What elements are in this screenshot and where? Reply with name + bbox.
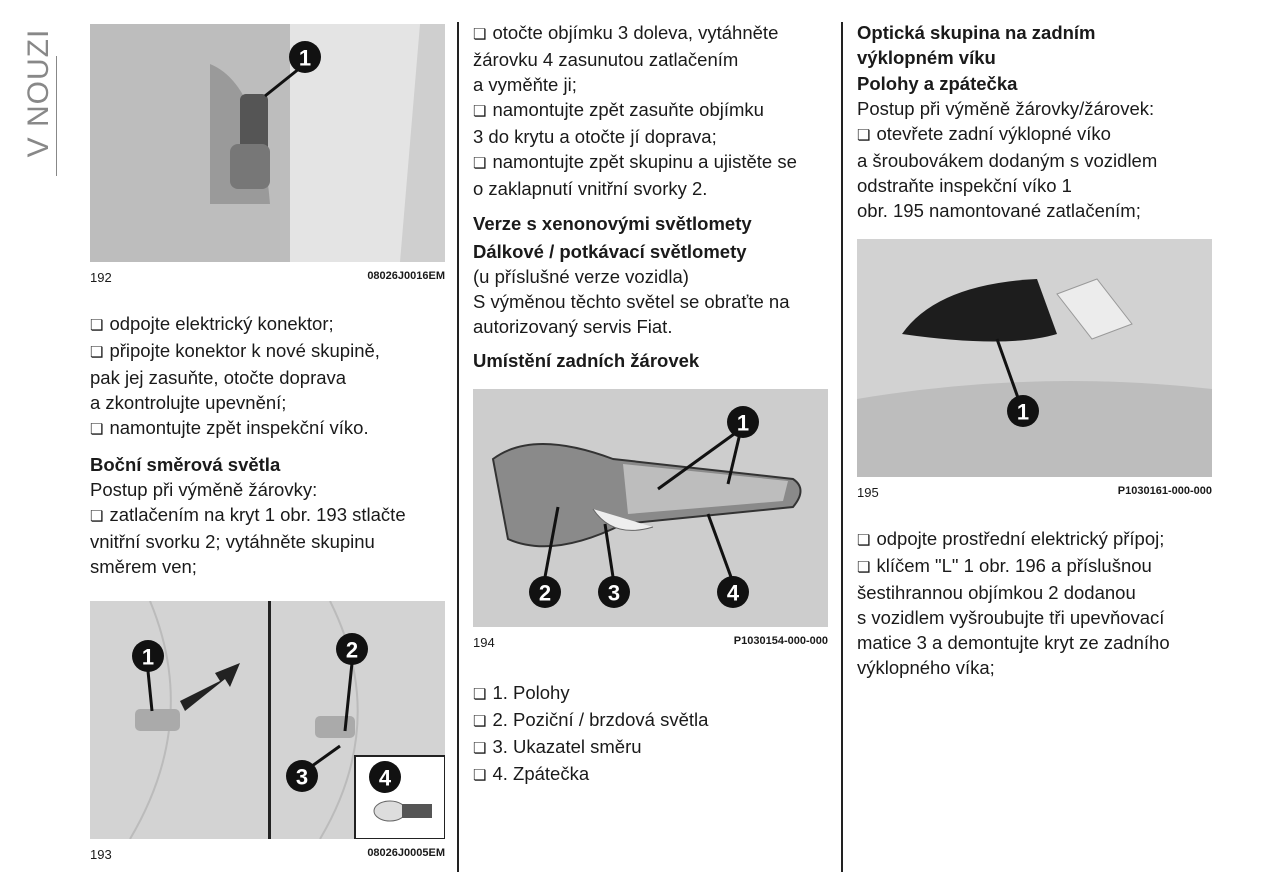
figure-193-image <box>90 601 445 839</box>
callout-1 <box>727 406 759 438</box>
figure-194-image <box>473 389 828 627</box>
paragraph-line: o zaklapnutí vnitřní svorky 2. <box>473 178 708 199</box>
callout-1 <box>132 640 164 672</box>
paragraph-line: Postup při výměně žárovky/žárovek: <box>857 98 1155 119</box>
svg-text:1: 1 <box>1016 399 1030 425</box>
figure-number: 195 <box>857 485 879 500</box>
column-3 <box>857 20 1212 680</box>
paragraph-line: a vyměňte ji; <box>473 74 577 95</box>
callout-2 <box>336 633 368 665</box>
svg-text:4: 4 <box>378 765 392 791</box>
list-item: ❏ 3. Ukazatel směru <box>473 734 828 761</box>
figure-caption <box>90 270 445 285</box>
paragraph-line: pak jej zasuňte, otočte doprava <box>90 367 347 388</box>
callout-1 <box>1007 395 1039 427</box>
paragraph-line: matice 3 a demontujte kryt ze zadního <box>857 632 1170 653</box>
paragraph-line: Postup při výměně žárovky: <box>90 479 318 500</box>
bullet-item: ❏ otočte objímku 3 doleva, vytáhněte <box>473 20 828 47</box>
bullet-item: ❏ klíčem "L" 1 obr. 196 a příslušnou <box>857 553 1212 580</box>
section-heading: Optická skupina na zadním <box>857 22 1096 43</box>
list-item: ❏ 4. Zpátečka <box>473 761 828 788</box>
paragraph-line: (u příslušné verze vozidla) <box>473 266 689 287</box>
paragraph-line: autorizovaný servis Fiat. <box>473 316 673 337</box>
paragraph-line: a šroubovákem dodaným s vozidlem <box>857 150 1158 171</box>
side-tab-rule <box>56 56 57 176</box>
callout-1 <box>289 41 321 73</box>
svg-text:3: 3 <box>295 764 309 790</box>
paragraph-line: vnitřní svorku 2; vytáhněte skupinu <box>90 531 375 552</box>
bullet-item: ❏ připojte konektor k nové skupině, <box>90 338 445 365</box>
section-subheading: Dálkové / potkávací světlomety <box>473 241 747 262</box>
svg-text:2: 2 <box>345 637 359 663</box>
callout-3 <box>598 576 630 608</box>
paragraph-line: žárovku 4 zasunutou zatlačením <box>473 49 739 70</box>
column-1 <box>90 20 445 862</box>
figure-195-image <box>857 239 1212 477</box>
svg-text:3: 3 <box>607 580 621 606</box>
section-label: V NOUZI <box>22 28 55 158</box>
figure-caption <box>90 847 445 862</box>
callout-2 <box>529 576 561 608</box>
figure-code: P1030154-000-000 <box>733 635 828 647</box>
column-divider <box>457 22 459 872</box>
svg-text:1: 1 <box>141 644 155 670</box>
section-heading: Umístění zadních žárovek <box>473 350 700 371</box>
figure-number: 193 <box>90 847 112 862</box>
paragraph-line: 3 do krytu a otočte jí doprava; <box>473 126 717 147</box>
column-2 <box>473 20 828 788</box>
figure-code: P1030161-000-000 <box>1117 485 1212 497</box>
figure-code: 08026J0005EM <box>367 847 445 859</box>
column-divider <box>841 22 843 872</box>
bullet-item: ❏ namontujte zpět inspekční víko. <box>90 415 445 442</box>
paragraph-line: odstraňte inspekční víko 1 <box>857 175 1072 196</box>
bullet-item: ❏ odpojte prostřední elektrický přípoj; <box>857 526 1212 553</box>
svg-text:1: 1 <box>736 410 750 436</box>
list-item: ❏ 2. Poziční / brzdová světla <box>473 707 828 734</box>
section-heading: Verze s xenonovými světlomety <box>473 213 752 234</box>
figure-caption <box>857 485 1212 500</box>
section-heading: Boční směrová světla <box>90 454 281 475</box>
callout-4 <box>369 761 401 793</box>
figure-192-image <box>90 24 445 262</box>
bullet-item: ❏ odpojte elektrický konektor; <box>90 311 445 338</box>
figure-code: 08026J0016EM <box>367 270 445 282</box>
section-side-tab <box>18 28 60 158</box>
paragraph-line: obr. 195 namontované zatlačením; <box>857 200 1141 221</box>
paragraph-line: a zkontrolujte upevnění; <box>90 392 287 413</box>
callout-4 <box>717 576 749 608</box>
callout-3 <box>286 760 318 792</box>
bullet-item: ❏ zatlačením na kryt 1 obr. 193 stlačte <box>90 502 445 529</box>
paragraph-line: výklopného víka; <box>857 657 995 678</box>
section-subheading: Polohy a zpátečka <box>857 73 1018 94</box>
svg-text:1: 1 <box>298 45 312 71</box>
list-item: ❏ 1. Polohy <box>473 680 828 707</box>
bullet-item: ❏ namontujte zpět skupinu a ujistěte se <box>473 149 828 176</box>
paragraph-line: S výměnou těchto světel se obraťte na <box>473 291 790 312</box>
figure-caption <box>473 635 828 650</box>
section-heading: výklopném víku <box>857 47 996 68</box>
figure-number: 192 <box>90 270 112 285</box>
paragraph-line: s vozidlem vyšroubujte tři upevňovací <box>857 607 1165 628</box>
svg-text:4: 4 <box>726 580 740 606</box>
paragraph-line: šestihrannou objímkou 2 dodanou <box>857 582 1136 603</box>
svg-text:2: 2 <box>538 580 552 606</box>
bullet-item: ❏ namontujte zpět zasuňte objímku <box>473 97 828 124</box>
bullet-item: ❏ otevřete zadní výklopné víko <box>857 121 1212 148</box>
figure-number: 194 <box>473 635 495 650</box>
paragraph-line: směrem ven; <box>90 556 197 577</box>
